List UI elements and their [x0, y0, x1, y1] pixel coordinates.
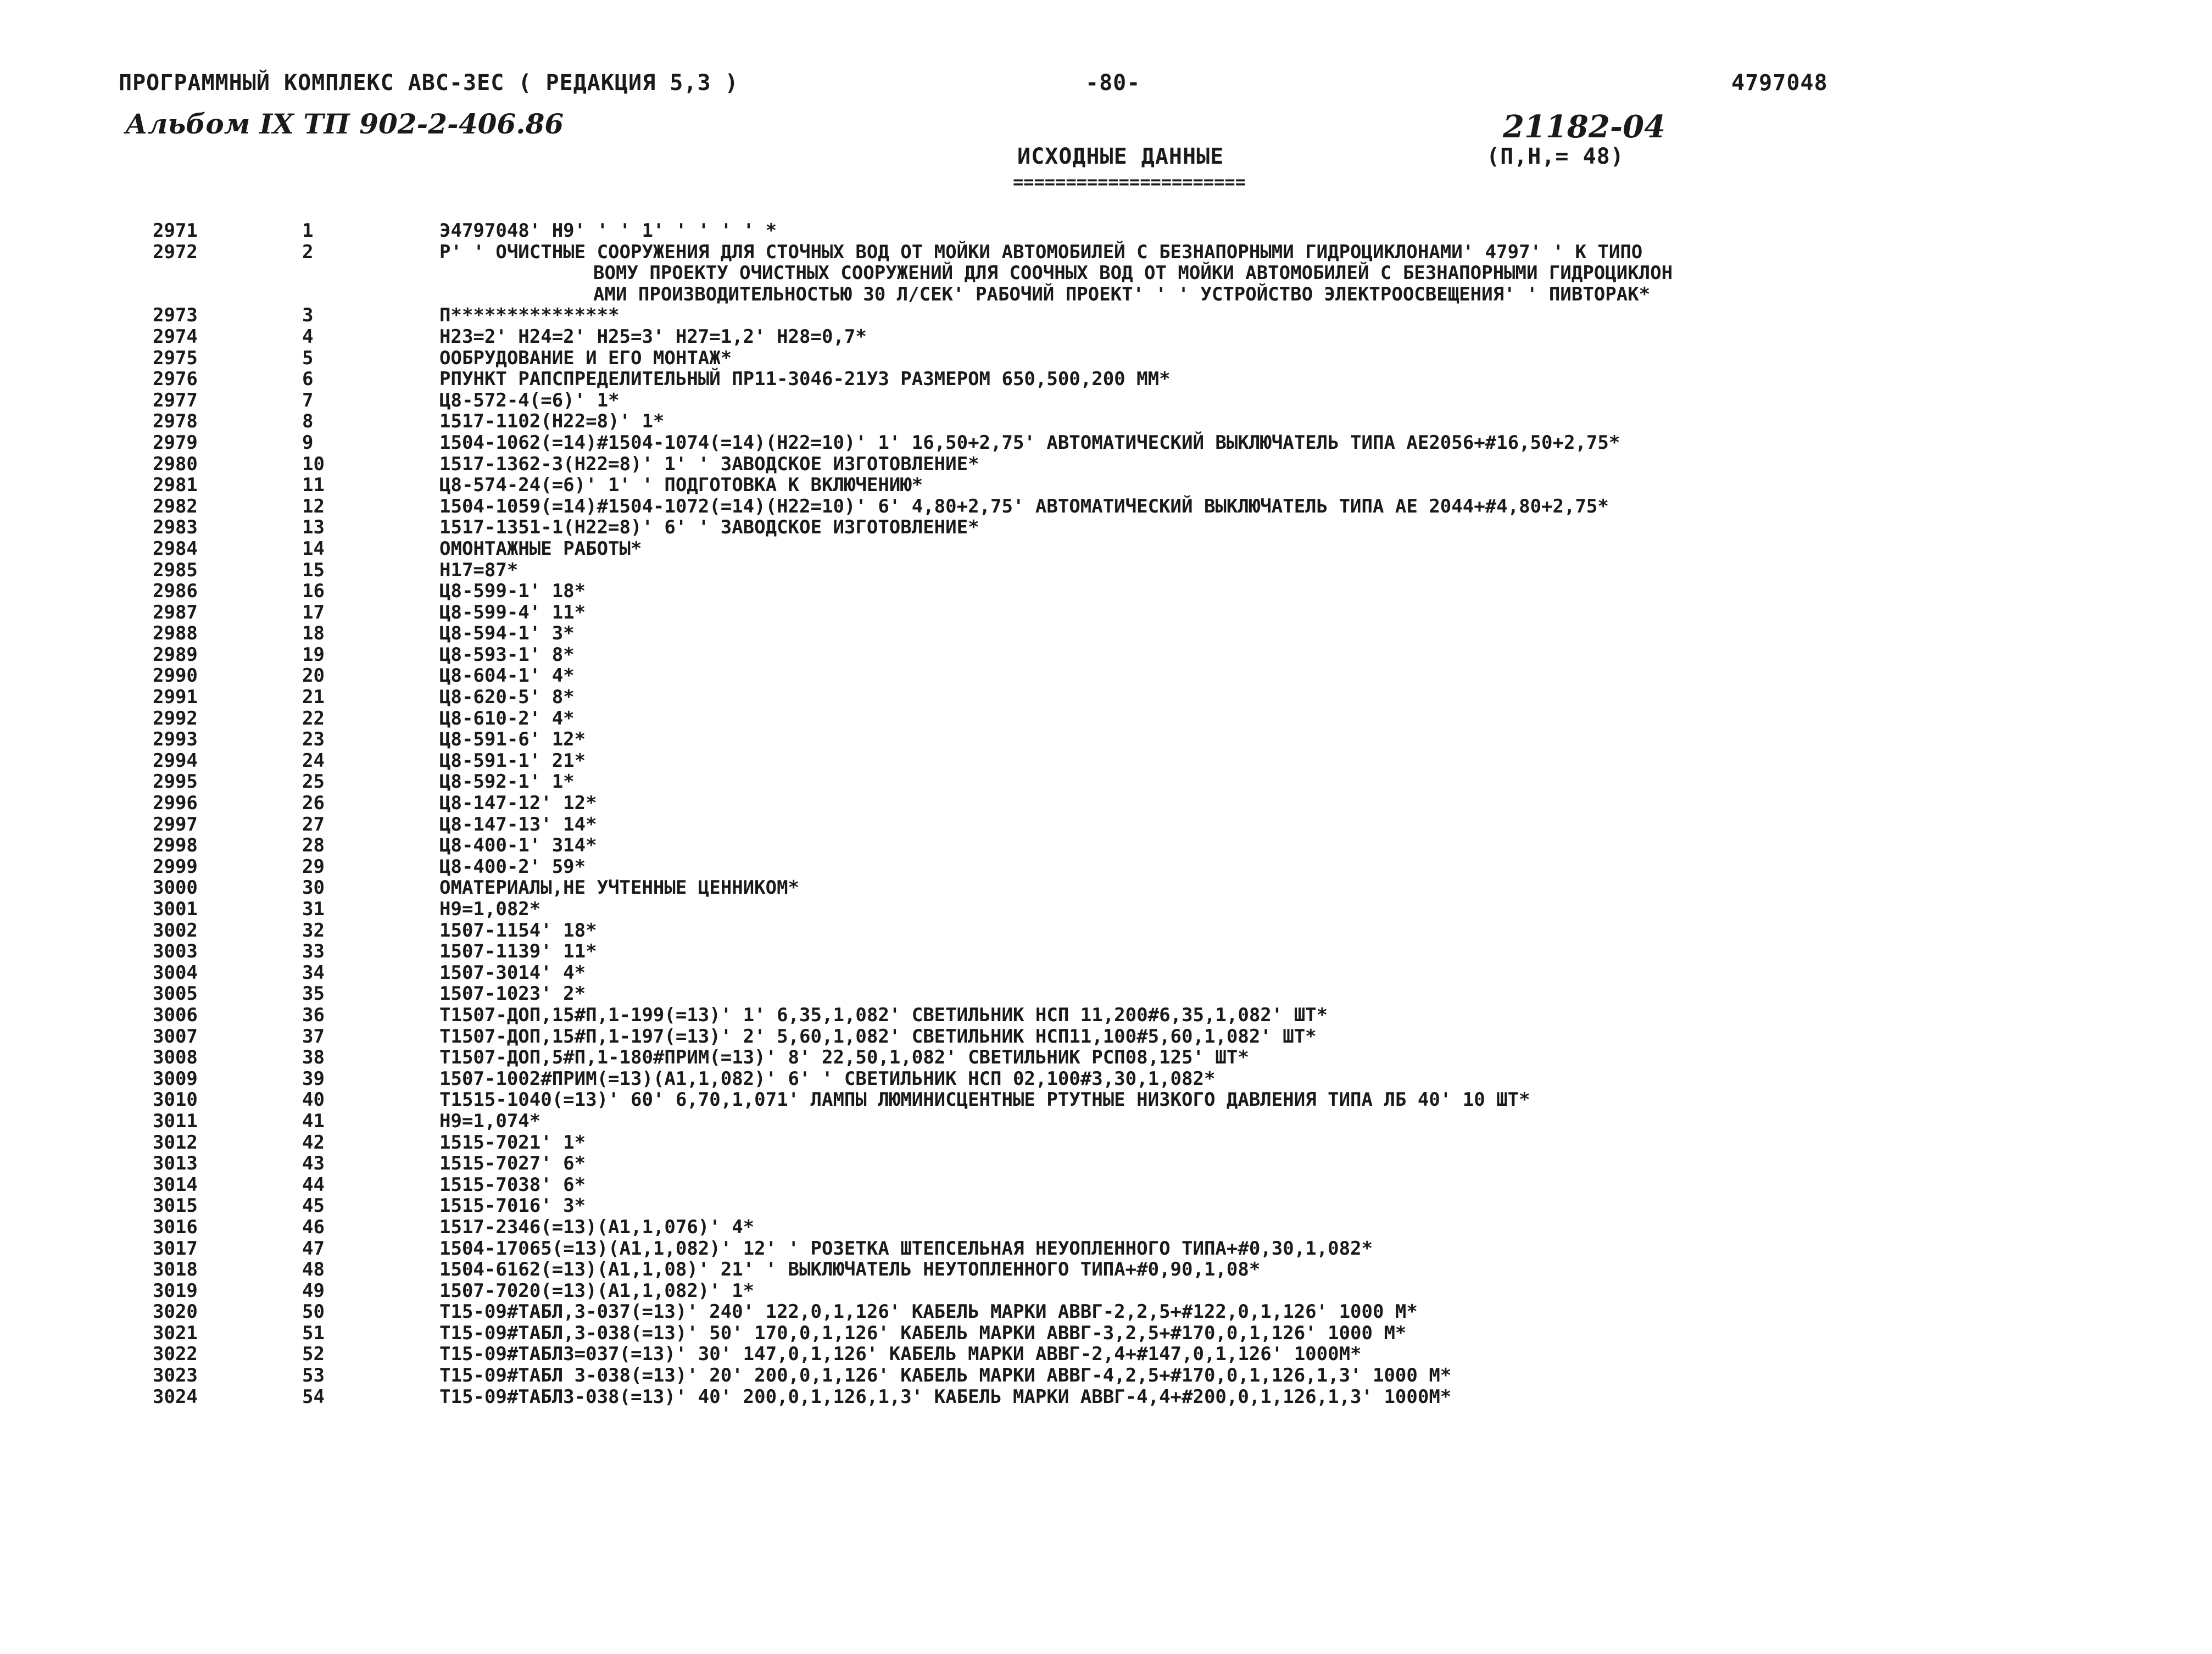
listing-row [0, 326, 2197, 347]
listing-row [0, 1280, 2197, 1301]
record-number: 3004 [153, 961, 198, 984]
line-number: 30 [302, 877, 325, 899]
record-text: Т15-09#ТАБЛ3=037(=13)' 30' 147,0,1,126' КАБЕЛЬ МАРКИ АВВГ-2,4+#147,0,1,126' 1000М* [439, 1343, 1362, 1366]
listing-row [0, 898, 2197, 920]
record-number: 3013 [153, 1152, 198, 1175]
record-number: 3012 [153, 1131, 198, 1154]
record-text: ООБРУДОВАНИЕ И ЕГО МОНТАЖ* [439, 347, 732, 369]
record-number: 2984 [153, 537, 198, 560]
line-number: 49 [302, 1279, 325, 1302]
listing-row [0, 410, 2197, 432]
record-text: 1504-17065(=13)(А1,1,082)' 12' ' РОЗЕТКА ШТЕПСЕЛЬНАЯ НЕУОПЛЕННОГО ТИПА+#0,30,1,082* [439, 1237, 1373, 1260]
record-number: 3018 [153, 1258, 198, 1281]
line-number: 4 [302, 325, 314, 348]
record-text: Н17=87* [439, 559, 519, 581]
program-title: ПРОГРАММНЫЙ КОМПЛЕКС АВС-ЗЕС ( РЕДАКЦИЯ 5,3 ) [119, 70, 739, 96]
line-number: 45 [302, 1195, 325, 1217]
record-text: Ц8-592-1' 1* [439, 771, 575, 793]
record-text: П*************** [439, 304, 620, 327]
listing-row [0, 983, 2197, 1004]
record-text: 1507-7020(=13)(А1,1,082)' 1* [439, 1279, 755, 1302]
record-text: Ц8-594-1' 3* [439, 622, 575, 645]
record-text: 1507-3014' 4* [439, 961, 586, 984]
line-number: 12 [302, 495, 325, 517]
listing-row [0, 1110, 2197, 1132]
line-number: 11 [302, 474, 325, 497]
line-number: 17 [302, 601, 325, 623]
listing-row [0, 962, 2197, 983]
record-text: Ц8-610-2' 4* [439, 707, 575, 729]
line-number: 43 [302, 1152, 325, 1175]
line-number: 48 [302, 1258, 325, 1281]
line-number: 20 [302, 665, 325, 687]
line-number: 38 [302, 1046, 325, 1069]
listing-row [0, 495, 2197, 517]
record-number: 2977 [153, 389, 198, 411]
line-number: 22 [302, 707, 325, 729]
album-handwritten: Альбом IX ТП 902-2-406.86 [125, 108, 564, 140]
line-number: 23 [302, 728, 325, 751]
record-text: 1504-1059(=14)#1504-1072(=14)(Н22=10)' 6' 4,80+2,75' АВТОМАТИЧЕСКИЙ ВЫКЛЮЧАТЕЛЬ ТИПА АЕ 2044+#4,80+2,75* [439, 495, 1609, 517]
record-number: 3024 [153, 1385, 198, 1408]
line-number: 31 [302, 898, 325, 920]
listing-row [0, 241, 2197, 263]
record-number: 2974 [153, 325, 198, 348]
title-underline: ====================== [1013, 171, 1246, 192]
record-number: 3009 [153, 1067, 198, 1090]
listing-row [0, 856, 2197, 877]
line-number: 27 [302, 813, 325, 836]
record-number: 2992 [153, 707, 198, 729]
record-number: 2998 [153, 834, 198, 857]
data-listing [0, 220, 2197, 1407]
line-number: 29 [302, 855, 325, 878]
listing-row [0, 622, 2197, 644]
listing-row [0, 1216, 2197, 1238]
listing-row [0, 368, 2197, 389]
line-number: 32 [302, 919, 325, 942]
line-number: 53 [302, 1365, 325, 1387]
record-text: Т1507-ДОП,15#П,1-197(=13)' 2' 5,60,1,082' СВЕТИЛЬНИК НСП11,100#5,60,1,082' ШТ* [439, 1025, 1317, 1048]
record-number: 2991 [153, 686, 198, 709]
record-number: 2990 [153, 665, 198, 687]
listing-row [0, 1004, 2197, 1026]
record-number: 3020 [153, 1301, 198, 1323]
line-number: 54 [302, 1385, 325, 1408]
line-number: 52 [302, 1343, 325, 1366]
record-text: Т15-09#ТАБЛ 3-038(=13)' 20' 200,0,1,126' КАБЕЛЬ МАРКИ АВВГ-4,2,5+#170,0,1,126,1,3' 1000 М* [439, 1365, 1452, 1387]
listing-row [0, 1322, 2197, 1344]
record-number: 2981 [153, 474, 198, 497]
record-text: ОМАТЕРИАЛЫ,НЕ УЧТЕННЫЕ ЦЕННИКОМ* [439, 877, 800, 899]
line-number: 28 [302, 834, 325, 857]
record-text: Ц8-574-24(=6)' 1' ' ПОДГОТОВКА К ВКЛЮЧЕНИЮ* [439, 474, 923, 497]
line-number: 42 [302, 1131, 325, 1154]
listing-row [0, 1238, 2197, 1259]
line-number: 25 [302, 771, 325, 793]
line-number: 10 [302, 453, 325, 475]
record-number: 2978 [153, 410, 198, 433]
line-number: 44 [302, 1173, 325, 1196]
line-number: 47 [302, 1237, 325, 1260]
record-text: АМИ ПРОИЗВОДИТЕЛЬНОСТЬЮ 30 Л/СЕК' РАБОЧИЙ ПРОЕКТ' ' ' УСТРОЙСТВО ЭЛЕКТРООСВЕЩЕНИЯ' ' ПИВТОРАК* [593, 283, 1651, 305]
line-number: 33 [302, 940, 325, 963]
record-text: 1517-1102(Н22=8)' 1* [439, 410, 665, 433]
record-text: Н23=2' Н24=2' Н25=3' Н27=1,2' Н28=0,7* [439, 325, 867, 348]
record-text: РПУНКТ РАПСПРЕДЕЛИТЕЛЬНЫЙ ПР11-3046-21У3 РАЗМЕРОМ 650,500,200 ММ* [439, 368, 1171, 391]
record-text: 1517-2346(=13)(А1,1,076)' 4* [439, 1216, 755, 1238]
record-text: 1515-7016' 3* [439, 1195, 586, 1217]
listing-row [0, 644, 2197, 665]
listing-row [0, 1089, 2197, 1110]
record-number: 2995 [153, 771, 198, 793]
line-number: 35 [302, 983, 325, 1005]
listing-row [0, 1343, 2197, 1365]
line-number: 16 [302, 580, 325, 603]
listing-row [0, 750, 2197, 771]
record-text: 1504-6162(=13)(А1,1,08)' 21' ' ВЫКЛЮЧАТЕЛЬ НЕУТОПЛЕННОГО ТИПА+#0,90,1,08* [439, 1258, 1261, 1281]
record-number: 2993 [153, 728, 198, 751]
line-number: 3 [302, 304, 314, 327]
record-number: 3001 [153, 898, 198, 920]
listing-row [0, 665, 2197, 686]
line-number: 40 [302, 1089, 325, 1111]
section-title: ИСХОДНЫЕ ДАННЫЕ [1017, 144, 1224, 169]
listing-row [0, 940, 2197, 962]
listing-row [0, 1386, 2197, 1407]
record-text: 1507-1154' 18* [439, 919, 597, 942]
record-number: 3016 [153, 1216, 198, 1238]
listing-row [0, 1046, 2197, 1068]
record-number: 3000 [153, 877, 198, 899]
record-number: 2988 [153, 622, 198, 645]
listing-row [0, 1174, 2197, 1195]
record-number: 2999 [153, 855, 198, 878]
record-number: 3021 [153, 1322, 198, 1344]
record-number: 2982 [153, 495, 198, 517]
line-number: 50 [302, 1301, 325, 1323]
record-number: 3023 [153, 1365, 198, 1387]
record-text: 1517-1351-1(Н22=8)' 6' ' ЗАВОДСКОЕ ИЗГОТОВЛЕНИЕ* [439, 516, 979, 539]
listing-row [0, 432, 2197, 453]
record-number: 3014 [153, 1173, 198, 1196]
record-number: 3008 [153, 1046, 198, 1069]
record-text: 1515-7021' 1* [439, 1131, 586, 1154]
record-text: Ц8-572-4(=6)' 1* [439, 389, 620, 411]
listing-row [0, 708, 2197, 729]
listing-row [0, 1365, 2197, 1386]
listing-row-continuation [0, 283, 2197, 305]
listing-row [0, 389, 2197, 411]
line-number: 18 [302, 622, 325, 645]
line-number: 13 [302, 516, 325, 539]
record-number: 2973 [153, 304, 198, 327]
line-number: 5 [302, 347, 314, 369]
record-number: 3011 [153, 1110, 198, 1132]
record-number: 2986 [153, 580, 198, 603]
listing-row [0, 304, 2197, 326]
record-text: Ц8-591-6' 12* [439, 728, 586, 751]
line-number: 34 [302, 961, 325, 984]
listing-row [0, 1195, 2197, 1216]
record-text: Н9=1,082* [439, 898, 541, 920]
listing-row [0, 602, 2197, 623]
record-text: 1517-1362-3(Н22=8)' 1' ' ЗАВОДСКОЕ ИЗГОТОВЛЕНИЕ* [439, 453, 979, 475]
listing-row [0, 1132, 2197, 1153]
record-text: Т15-09#ТАБЛ3-038(=13)' 40' 200,0,1,126,1,3' КАБЕЛЬ МАРКИ АВВГ-4,4+#200,0,1,126,1,3' 1000М* [439, 1385, 1452, 1408]
record-number: 3019 [153, 1279, 198, 1302]
record-number: 3022 [153, 1343, 198, 1366]
record-text: 1507-1139' 11* [439, 940, 597, 963]
pn-value: (П,Н,= 48) [1486, 144, 1624, 169]
record-number: 3002 [153, 919, 198, 942]
listing-row [0, 453, 2197, 475]
line-number: 14 [302, 537, 325, 560]
listing-row [0, 814, 2197, 835]
listing-row [0, 834, 2197, 856]
listing-row [0, 920, 2197, 941]
line-number: 46 [302, 1216, 325, 1238]
record-text: Р' ' ОЧИСТНЫЕ СООРУЖЕНИЯ ДЛЯ СТОЧНЫХ ВОД ОТ МОЙКИ АВТОМОБИЛЕЙ С БЕЗНАПОРНЫМИ ГИДРОЦИКЛОНАМИ' 4797' ' К ТИПО [439, 241, 1643, 263]
listing-row [0, 1026, 2197, 1047]
record-number: 3005 [153, 983, 198, 1005]
document-number: 4797048 [1731, 70, 1828, 96]
record-number: 2976 [153, 368, 198, 391]
record-text: Ц8-400-1' 314* [439, 834, 597, 857]
record-number: 2985 [153, 559, 198, 581]
record-number: 2987 [153, 601, 198, 623]
line-number: 51 [302, 1322, 325, 1344]
listing-row [0, 220, 2197, 241]
listing-row [0, 474, 2197, 495]
record-text: 1515-7027' 6* [439, 1152, 586, 1175]
record-text: 1504-1062(=14)#1504-1074(=14)(Н22=10)' 1' 16,50+2,75' АВТОМАТИЧЕСКИЙ ВЫКЛЮЧАТЕЛЬ ТИПА АЕ2056+#16,50+2,75* [439, 431, 1620, 454]
record-number: 2980 [153, 453, 198, 475]
record-text: Ц8-620-5' 8* [439, 686, 575, 709]
line-number: 41 [302, 1110, 325, 1132]
listing-row [0, 792, 2197, 814]
record-number: 2983 [153, 516, 198, 539]
listing-row [0, 559, 2197, 581]
record-text: 1507-1023' 2* [439, 983, 586, 1005]
line-number: 24 [302, 749, 325, 772]
record-text: Т1507-ДОП,5#П,1-180#ПРИМ(=13)' 8' 22,50,1,082' СВЕТИЛЬНИК РСП08,125' ШТ* [439, 1046, 1249, 1069]
listing-row [0, 580, 2197, 602]
record-text: 1515-7038' 6* [439, 1173, 586, 1196]
record-text: Ц8-599-1' 18* [439, 580, 586, 603]
record-number: 2994 [153, 749, 198, 772]
page-number: -80- [1085, 70, 1141, 96]
listing-row [0, 1258, 2197, 1280]
listing-row [0, 1068, 2197, 1089]
record-text: Ц8-147-12' 12* [439, 792, 597, 815]
listing-row [0, 1301, 2197, 1322]
listing-row [0, 728, 2197, 750]
line-number: 8 [302, 410, 314, 433]
line-number: 21 [302, 686, 325, 709]
line-number: 36 [302, 1004, 325, 1026]
record-text: Т1507-ДОП,15#П,1-199(=13)' 1' 6,35,1,082' СВЕТИЛЬНИК НСП 11,200#6,35,1,082' ШТ* [439, 1004, 1328, 1026]
record-number: 3015 [153, 1195, 198, 1217]
record-text: ОМОНТАЖНЫЕ РАБОТЫ* [439, 537, 642, 560]
record-text: Ц8-400-2' 59* [439, 855, 586, 878]
record-text: ВОМУ ПРОЕКТУ ОЧИСТНЫХ СООРУЖЕНИЙ ДЛЯ СООЧНЫХ ВОД ОТ МОЙКИ АВТОМОБИЛЕЙ С БЕЗНАПОРНЫМИ ГИДРОЦИКЛОН [593, 262, 1673, 285]
line-number: 19 [302, 643, 325, 666]
record-text: Ц8-599-4' 11* [439, 601, 586, 623]
line-number: 39 [302, 1067, 325, 1090]
line-number: 26 [302, 792, 325, 815]
record-text: Т1515-1040(=13)' 60' 6,70,1,071' ЛАМПЫ ЛЮМИНИСЦЕНТНЫЕ РТУТНЫЕ НИЗКОГО ДАВЛЕНИЯ ТИПА ЛБ 40' 10 ШТ* [439, 1089, 1530, 1111]
project-code-handwritten: 21182-04 [1503, 109, 1665, 145]
record-number: 2971 [153, 220, 198, 242]
line-number: 1 [302, 220, 314, 242]
line-number: 2 [302, 241, 314, 263]
record-number: 3017 [153, 1237, 198, 1260]
record-number: 3006 [153, 1004, 198, 1026]
record-number: 3007 [153, 1025, 198, 1048]
line-number: 15 [302, 559, 325, 581]
record-number: 3003 [153, 940, 198, 963]
record-number: 2975 [153, 347, 198, 369]
record-number: 2989 [153, 643, 198, 666]
record-text: Ц8-147-13' 14* [439, 813, 597, 836]
record-text: Ц8-604-1' 4* [439, 665, 575, 687]
record-text: Ц8-591-1' 21* [439, 749, 586, 772]
listing-row [0, 877, 2197, 898]
record-text: Ц8-593-1' 8* [439, 643, 575, 666]
line-number: 7 [302, 389, 314, 411]
listing-row [0, 1152, 2197, 1174]
record-text: Т15-09#ТАБЛ,3-038(=13)' 50' 170,0,1,126' КАБЕЛЬ МАРКИ АВВГ-3,2,5+#170,0,1,126' 1000 М* [439, 1322, 1407, 1344]
listing-row [0, 347, 2197, 369]
record-text: Н9=1,074* [439, 1110, 541, 1132]
listing-row [0, 771, 2197, 792]
record-number: 2972 [153, 241, 198, 263]
record-text: Т15-09#ТАБЛ,3-037(=13)' 240' 122,0,1,126' КАБЕЛЬ МАРКИ АВВГ-2,2,5+#122,0,1,126' 1000 М* [439, 1301, 1418, 1323]
record-text: 1507-1002#ПРИМ(=13)(А1,1,082)' 6' ' СВЕТИЛЬНИК НСП 02,100#3,30,1,082* [439, 1067, 1216, 1090]
listing-row [0, 538, 2197, 559]
record-number: 2996 [153, 792, 198, 815]
record-number: 2979 [153, 431, 198, 454]
record-number: 2997 [153, 813, 198, 836]
record-text: Э4797048' Н9' ' ' 1' ' ' ' ' * [439, 220, 777, 242]
line-number: 6 [302, 368, 314, 391]
line-number: 37 [302, 1025, 325, 1048]
listing-row-continuation [0, 262, 2197, 283]
record-number: 3010 [153, 1089, 198, 1111]
listing-row [0, 686, 2197, 708]
listing-row [0, 516, 2197, 538]
line-number: 9 [302, 431, 314, 454]
